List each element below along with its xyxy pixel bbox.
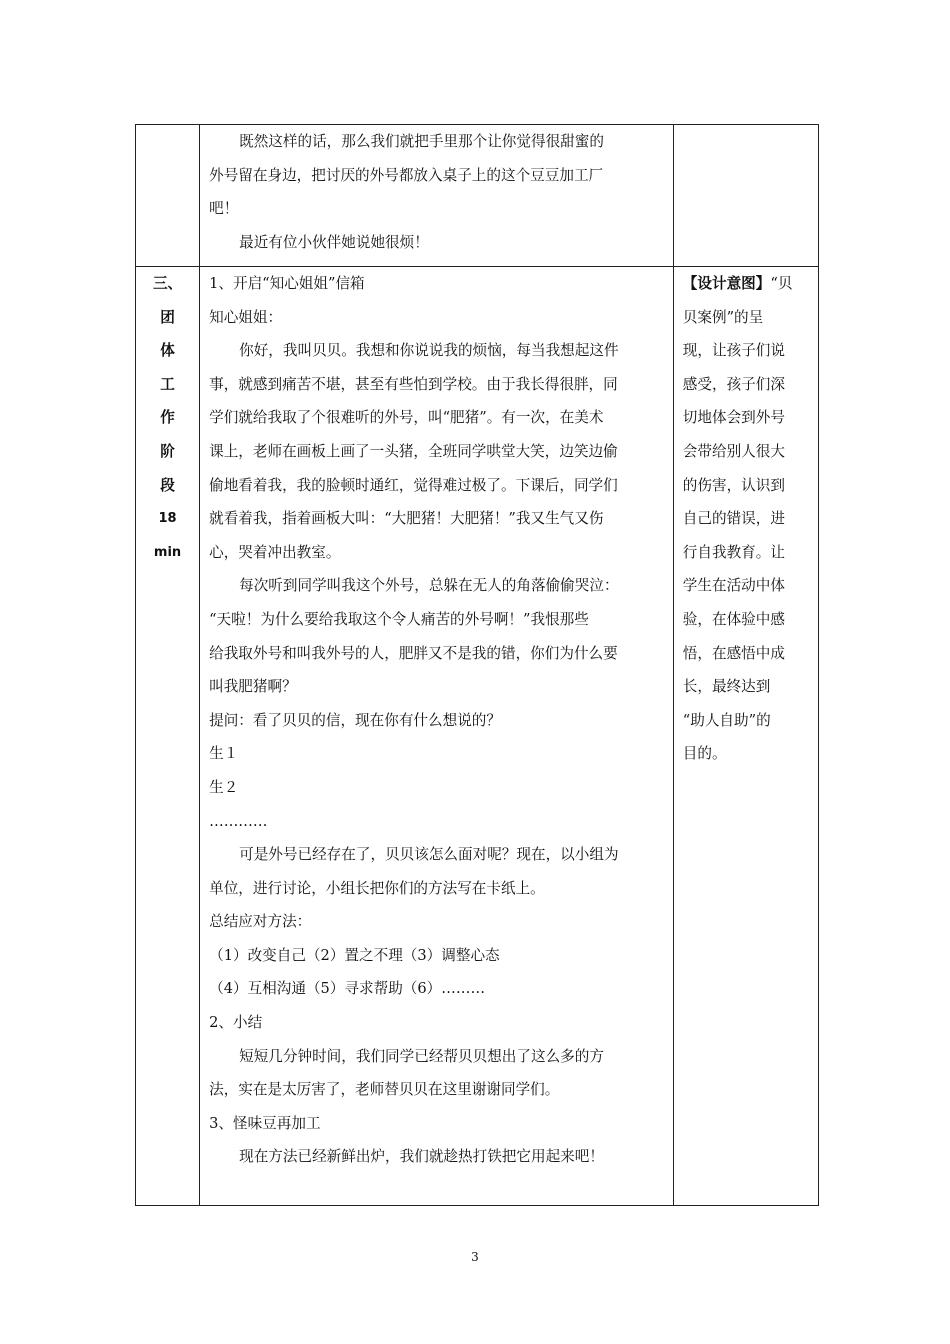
text-line: 课上，老师在画板上画了一头猪，全班同学哄堂大笑，边笑边偷 (209, 442, 618, 460)
table-row-continued (136, 125, 819, 267)
intent-text: 学生在活动中体 (682, 577, 785, 595)
text-line: 学们就给我取了个很难听的外号，叫“肥猪”。有一次，在美术 (209, 409, 604, 427)
text-line: 心，哭着冲出教室。 (209, 543, 341, 561)
method-list: （1）改变自己（2）置之不理（3）调整心态 (209, 946, 500, 964)
intent-text: 贝案例”的呈 (682, 308, 764, 326)
intent-text: 验，在体验中感 (682, 610, 785, 628)
text-line: 外号留在身边，把讨厌的外号都放入桌子上的这个豆豆加工厂 (209, 166, 604, 184)
text-line: 既然这样的话，那么我们就把手里那个让你觉得很甜蜜的 (239, 133, 604, 150)
stage-char: 三、 (152, 275, 183, 292)
ellipsis-line: ………… (209, 812, 268, 830)
stage-char: 阶 (160, 442, 175, 460)
text-line: 每次听到同学叫我这个外号，总躲在无人的角落偷偷哭泣： (239, 577, 619, 595)
method-list: （4）互相沟通（5）寻求帮助（6）……… (209, 980, 486, 998)
stage-char: 作 (160, 409, 175, 427)
text-line: 单位，进行讨论，小组长把你们的方法写在卡纸上。 (209, 879, 545, 897)
intent-text: 目的。 (682, 745, 727, 763)
text-line: 法，实在是太厉害了，老师替贝贝在这里谢谢同学们。 (209, 1081, 560, 1099)
text-line: 最近有位小伙伴她说她很烦！ (239, 233, 429, 251)
stage-duration-unit: min (153, 544, 182, 560)
text-line: 你好，我叫贝贝。我想和你说说我的烦恼，每当我想起这件 (239, 342, 619, 360)
stage-char: 团 (160, 308, 175, 326)
intent-text: 长，最终达到 (682, 678, 771, 696)
text-line: 可是外号已经存在了，贝贝该怎么面对呢？现在，以小组为 (239, 846, 619, 864)
content-cell-continued (200, 125, 674, 267)
intent-text: “助人自助”的 (682, 711, 771, 729)
text-line: 吧！ (209, 200, 239, 218)
intent-text: 行自我教育。让 (682, 543, 785, 561)
intent-cell-empty (673, 125, 818, 267)
table-row-group-work (136, 267, 819, 1206)
stage-char: 体 (160, 342, 175, 360)
intent-text: 的伤害，认识到 (682, 476, 785, 494)
intent-label: 【设计意图】 (682, 275, 771, 292)
text-line: “天啦！为什么要给我取这个令人痛苦的外号啊！”我恨那些 (209, 610, 589, 628)
student-response: 生１ (209, 745, 239, 763)
question-line: 提问：看了贝贝的信，现在你有什么想说的？ (209, 711, 501, 729)
section-heading: 2、小结 (209, 1014, 263, 1032)
summary-heading: 总结应对方法： (209, 913, 312, 931)
intent-text: 现，让孩子们说 (682, 342, 785, 360)
stage-char: 段 (160, 476, 175, 494)
text-line: 现在方法已经新鲜出炉，我们就趁热打铁把它用起来吧！ (239, 1148, 604, 1166)
text-line: 叫我肥猪啊？ (209, 678, 297, 696)
intent-text: “贝 (770, 275, 793, 292)
text-line: 给我取外号和叫我外号的人，肥胖又不是我的错，你们为什么要 (209, 644, 618, 662)
student-response: 生２ (209, 778, 239, 796)
design-intent-cell (673, 267, 818, 1206)
intent-text: 会带给别人很大 (682, 442, 785, 460)
intent-text: 自己的错误，进 (682, 510, 785, 528)
intent-first-line (683, 267, 812, 301)
stage-label-cell (136, 267, 200, 1206)
section-heading: 3、怪味豆再加工 (209, 1114, 321, 1132)
text-line: 偷地看着我，我的脸顿时通红，觉得难过极了。下课后，同学们 (209, 476, 618, 494)
text-line: 事，就感到痛苦不堪，甚至有些怕到学校。由于我长得很胖，同 (209, 375, 618, 393)
text-line: 短短几分钟时间，我们同学已经帮贝贝想出了这么多的方 (239, 1047, 604, 1065)
page-number: 3 (471, 1250, 479, 1264)
section-heading: 1、开启“知心姐姐”信箱 (209, 275, 365, 292)
intent-text: 切地体会到外号 (682, 409, 785, 427)
stage-duration: 18 (158, 511, 177, 527)
stage-char: 工 (160, 375, 175, 393)
content-cell (200, 267, 674, 1206)
intent-text: 悟，在感悟中成 (682, 644, 785, 662)
text-line: 就看着我，指着画板大叫：“大肥猪！大肥猪！”我又生气又伤 (209, 510, 604, 528)
letter-salutation: 知心姐姐： (209, 308, 283, 326)
stage-cell-empty (136, 125, 200, 267)
lesson-plan-table (135, 124, 819, 1206)
intent-text: 感受，孩子们深 (682, 375, 785, 393)
